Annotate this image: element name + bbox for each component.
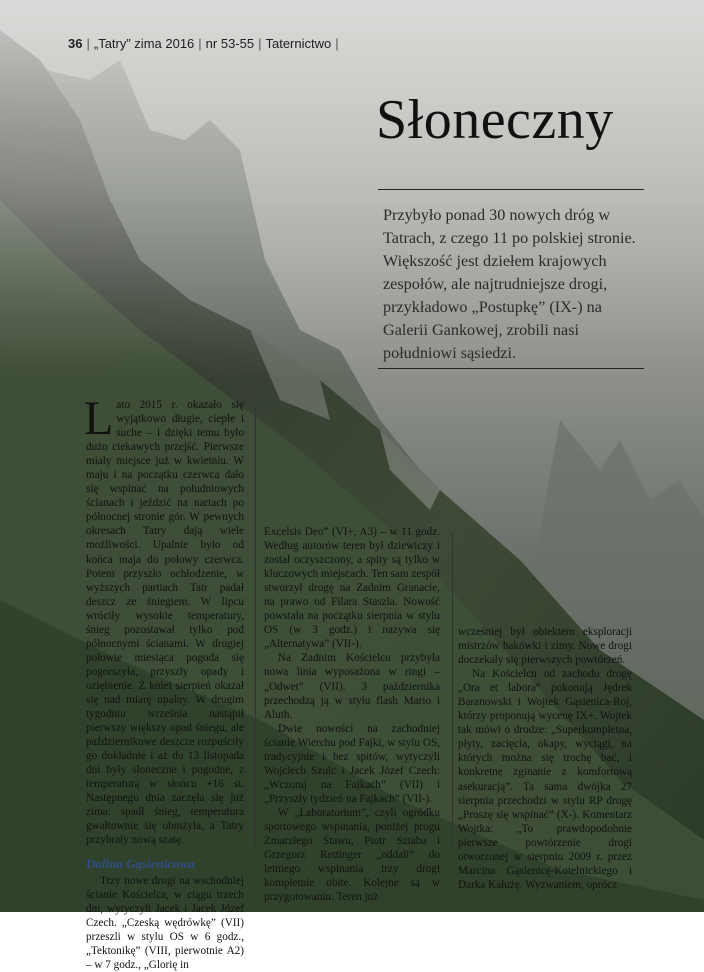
drop-cap: L bbox=[84, 392, 114, 445]
article-column-3 bbox=[458, 625, 632, 892]
divider-bottom bbox=[378, 368, 644, 369]
article-column-1 bbox=[84, 392, 244, 972]
magazine-name: „Tatry” zima 2016 bbox=[93, 36, 195, 51]
subheading: Dolina Gąsienicowa bbox=[86, 855, 195, 871]
issue-number: nr 53-55 bbox=[205, 36, 255, 51]
paragraph: Trzy nowe drogi na wschodniej ścianie Kościelca, w ciągu trzech dni, wytyczyli Jacek i Jacek Józef Czech. „Czeską wędrówkę” (VII) przeszli w stylu OS w 6 godz., „Tektonikę” (VIII, pierwotnie A2) – w 7 godz., „Glorię in bbox=[86, 874, 244, 971]
paragraph: W „Laboratorium”, czyli ogródku sportowego wspinania, poniżej progu Zmarzłego Stawu, Piotr Sztaba i Grzegorz Rettinger „oddali” do letniego wspinania trzy drogi kompletnie obite. Kolejne są w przygotowaniu. Teren już bbox=[264, 806, 440, 904]
running-header: 36 | „Tatry” zima 2016 | nr 53-55 | Taternictwo | bbox=[68, 36, 339, 51]
paragraph: Excelsis Deo” (VI+, A3) – w 11 godz. Według autorów teren był dziewiczy i został oczyszczony, a spity są tylko w kluczowych miejscach. Ten sam zespół stworzył drogę na Zadnim Granacie, na prawo od Filara Staszla. Nowość powstała na początku sierpnia w stylu OS (w 3 godz.) i nazywa się „Alternatywa” (VII-). bbox=[264, 526, 440, 651]
lead-paragraph: Przybyło ponad 30 nowych dróg w Tatrach, z czego 11 po polskiej stronie. Większość jest dziełem krajowych zespołów, ale najtrudniejsze drogi, przykładowo „Postupkę” (IX-) na Galerii Gankowej, zrobili nasi południowi sąsiedzi. bbox=[383, 206, 636, 362]
paragraph: wcześniej był obiektem eksploracji mistrzów hakówki i zimy. Nowe drogi doczekały się pierwszych powtórzeń. bbox=[458, 626, 632, 667]
page-number: 36 bbox=[68, 36, 83, 51]
article-column-2 bbox=[264, 525, 440, 904]
intro-text: ato 2015 r. okazało się wyjątkowo długie, ciepłe i suche – i dzięki temu było dużo ciekawych przejść. Pierwsze miały miejsce już w kwietniu. W maju i na początku czerwca dało się wspinać na południowych ścianach i jeździć na nartach po północnej stronie gór. W pewnych okresach Tatry dają wiele możliwości. Upalnie było od końca maja do połowy czerwca. Potem przyszło ochłodzenie, w wyższych partiach Tatr padał deszcz ze śniegiem. W lipcu wróciły wysokie temperatury, śnieg pozostawał tylko pod północnymi ścianami. W drugiej połowie miesiąca pogoda się pogorszyła, przyszły opady i oziębienie. Z kolei sierpień okazał się nad miarę upalny. W drugim tygodniu września nastąpił pierwszy większy opad śniegu, ale październikowe deszcze rozpuściły go dokładnie i aż do 13 listopada dni były słoneczne i pogodne, z temperaturą w słońcu +16 st. Następnego dnia zaczęła się już zima: spadł śnieg, temperatura gwałtownie się obniżyła, a Tatry przybrały nową szatę. bbox=[86, 399, 244, 847]
paragraph: Na Zadnim Kościelcu przybyła nowa linia wyposażona w ringi – „Odwet” (VII). 3 października przechodzą ją w stylu flash Mario i Aluth. bbox=[264, 652, 440, 721]
paragraph: Na Kościelcu od zachodu drogę „Ora et labora” pokonują Jędrek Baranowski i Wojtek Gąsienica-Roj, którzy proponują wycenę IX+. Wojtek tak mówi o drodze: „Superkompletna, płyty, zacięcia, okapy, wyciągi, na których można się trochę bać, i konkretne zginanie z komfortową asekuracją”. Ta sama dwójka 27 sierpnia przechodzi w stylu RP drogę „Proszę się wspinać” (X-). Komentarz Wojtka: „To prawdopodobnie pierwsze powtórzenie drogi otworzonej w sierpniu 2009 r. przez Marcina Gąsienicę-Kotelnickiego i Darka Kałużę. Wyzwaniem, oprócz bbox=[458, 668, 632, 891]
section-name: Taternictwo bbox=[265, 36, 332, 51]
column-divider bbox=[452, 533, 453, 846]
intro-paragraph bbox=[84, 392, 244, 848]
divider-top bbox=[378, 189, 644, 190]
column-divider bbox=[255, 408, 256, 845]
page-title: Słoneczny bbox=[376, 89, 614, 151]
paragraph: Dwie nowości na zachodniej ścianie Wierchu pod Fajki, w stylu OS, tradycyjnie i bez spitów, wytyczyli Wojciech Szulc i Jacek Józef Czech: „Wczoraj na Fajkach” (VII) i „Przyszły tydzień na Fajkach” (VII-). bbox=[264, 722, 440, 805]
